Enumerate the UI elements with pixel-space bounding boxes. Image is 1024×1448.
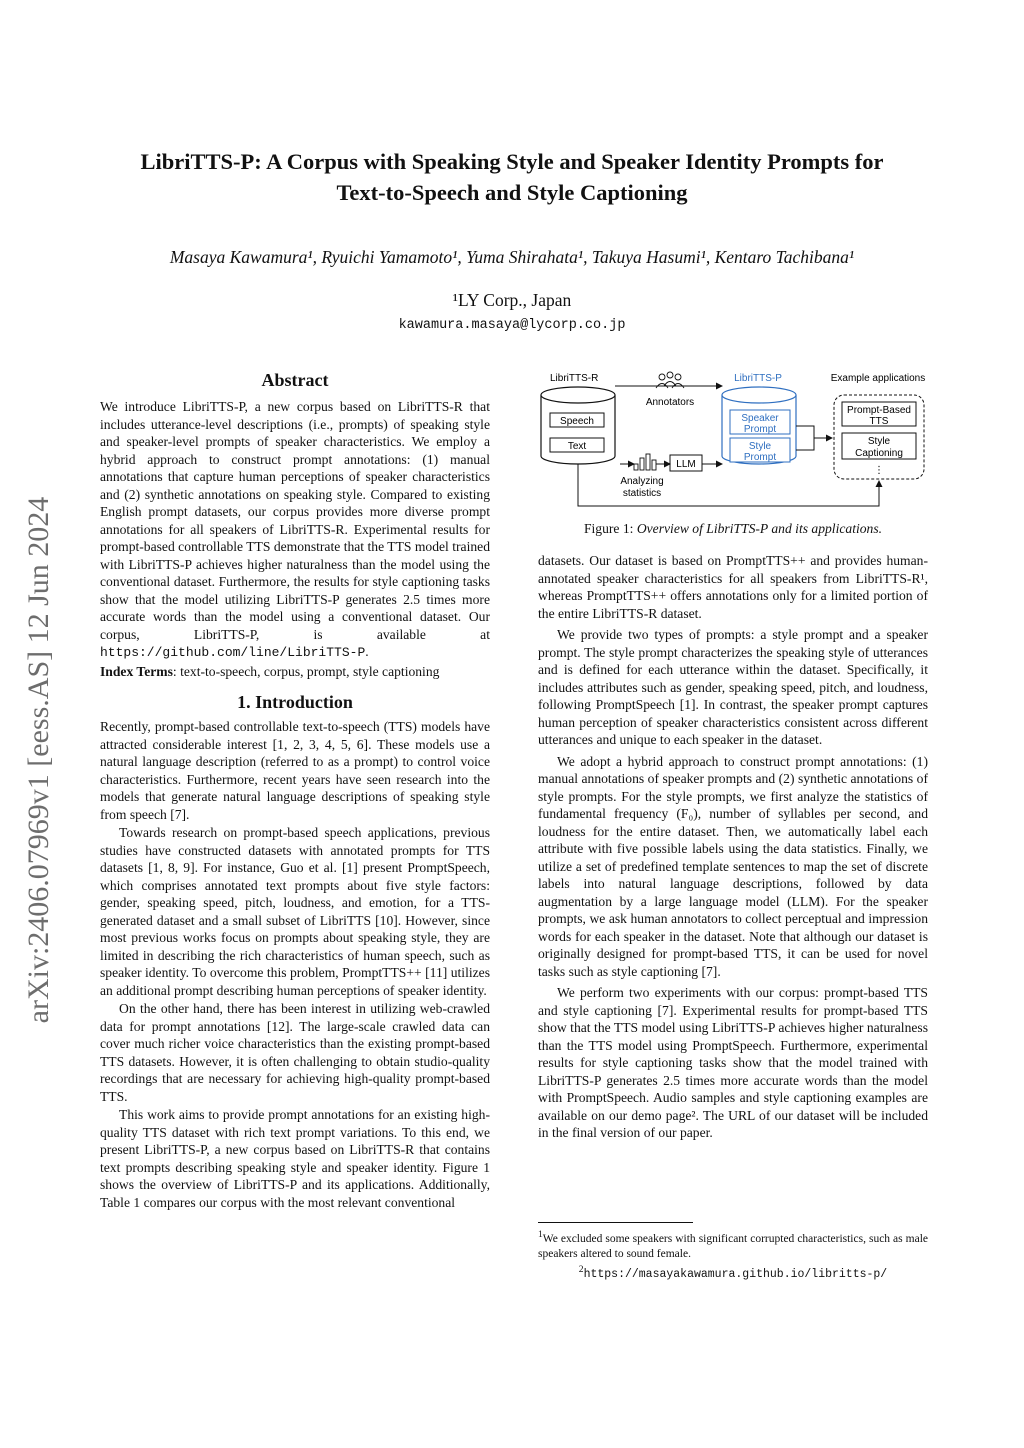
more-apps-ellipsis: ⋮: [874, 465, 884, 476]
prompt-tts-label-2: TTS: [869, 416, 889, 427]
intro-paragraph-3: On the other hand, there has been interest in utilizing web-crawled data for prompt annotations [12]. The large-scale crawled data can cover much richer voice characteristics than the existing prompt-based TTS datasets. However, it is often challenging to obtain studio-quality recordings that are necessary for achieving high-quality prompt-based TTS.: [100, 1001, 490, 1104]
speech-label: Speech: [560, 416, 594, 427]
arxiv-identifier: arXiv:2406.07969v1 [eess.AS] 12 Jun 2024: [22, 496, 55, 1024]
intro-paragraph-1: Recently, prompt-based controllable text-to-speech (TTS) models have attracted considerable interest [1, 2, 3, 4, 5, 6]. These models use a natural language description (referred to as a prompt) to control voice characteristics. Furthermore, recent years have seen research into the models that generate natural language descriptions of speaking style from speech [7].: [100, 719, 490, 822]
index-terms: [100, 663, 490, 681]
intro-paragraph-4: This work aims to provide prompt annotations for an existing high-quality TTS dataset with rich text prompt variations. To this end, we present LibriTTS-P, a new corpus based on LibriTTS-R that contains text prompts describing speaking style and speaker identity. Figure 1 shows the overview of LibriTTS-P and its applications. Additionally, Table 1 compares our corpus with the most relevant conventional: [100, 1107, 490, 1210]
abstract-url-end: .: [365, 644, 369, 659]
analyzing-label-2: statistics: [622, 488, 662, 499]
style-captioning-label-2: Captioning: [855, 448, 903, 459]
text-label: Text: [567, 441, 587, 452]
title-line-2: Text-to-Speech and Style Captioning: [336, 180, 688, 205]
footnote-2: [538, 1262, 928, 1282]
figure-diagram: [538, 368, 928, 518]
index-terms-text: : text-to-speech, corpus, prompt, style captioning: [172, 663, 440, 679]
footnote-2-mark: 2: [578, 1263, 584, 1275]
style-captioning-label-1: Style: [867, 436, 891, 447]
author-email[interactable]: kawamura.masaya@lycorp.co.jp: [398, 318, 626, 333]
figure-1: [538, 368, 928, 548]
footnote-1-text: We excluded some speakers with significant corrupted characteristics, such as male speakers altered to sound female.: [538, 1232, 928, 1260]
intro-paragraph-2: Towards research on prompt-based speech applications, previous studies have constructed datasets with annotated prompts for TTS datasets [1, 8, 9]. For instance, Guo et al. [1] present PromptSpeech, which comprises annotated text prompts about five style factors: gender, speaking speed, pitch, loudness, and emotion, for a TTS-generated dataset and a small subset of LibriTTS [10]. However, since most previous works focus on prompts about speaking style, they are limited in describing the rich characteristics of human speech, such as speaker identity. To overcome this problem, PromptTTS++ [11] utilizes an additional prompt describing human perceptions of speaker identity.: [100, 825, 490, 998]
footnote-1-mark: 1: [538, 1229, 543, 1240]
style-prompt-label-1: Style: [748, 441, 772, 452]
author-list: Masaya Kawamura¹, Ryuichi Yamamoto¹, Yuma Shirahata¹, Takuya Hasumi¹, Kentaro Tachibana¹: [169, 247, 855, 267]
style-prompt-label-2: Prompt: [743, 452, 777, 463]
abstract-repo-link[interactable]: https://github.com/line/LibriTTS-P: [100, 645, 366, 660]
figure-caption: [538, 521, 928, 537]
demo-page-link[interactable]: https://masayakawamura.github.io/libritts-p/: [583, 1267, 888, 1281]
abstract-heading: Abstract: [261, 370, 329, 390]
introduction-heading: 1. Introduction: [237, 692, 353, 712]
abstract-body: [100, 398, 490, 662]
footnote-rule: [538, 1222, 693, 1223]
intro-paragraph-8: We perform two experiments with our corpus: prompt-based TTS and style captioning [7]. Experimental results for prompt-based TTS show that the TTS model using LibriTTS-P achieves higher naturalness than the TTS model using PromptSpeech. Furthermore, experimental results for style captioning tasks show that the model trained with LibriTTS-P generates 2.5 times more accurate words than the model with PromptSpeech. Audio samples and style captioning examples are available on our demo page². The URL of our dataset will be included in the final version of our paper.: [538, 985, 928, 1140]
analyzing-label-1: Analyzing: [620, 476, 664, 487]
left-column: [100, 368, 490, 1211]
intro-paragraph-6: We provide two types of prompts: a style prompt and a speaker prompt. The style prompt characterizes the speaking style of utterances and is defined for each utterance within the dataset. Specifically, it includes attributes such as gender, speaking speed, pitch, and loudness, following PromptSpeech [1]. In contrast, the speaker prompt captures human perception of speaker characteristics consistent across different utterances and unique to each speaker in the dataset.: [538, 627, 928, 747]
footnote-1: [538, 1227, 928, 1262]
intro-paragraph-7: We adopt a hybrid approach to construct prompt annotations: (1) manual annotations of speaker prompts and (2) synthetic annotations of style prompts. For the style prompts, we first analyze the statistics of fundamental frequency (F₀), number of syllables per second, and loudness for the entire dataset. Then, we automatically label each attribute with five possible labels using the data statistics. Finally, we utilize a set of predefined template sentences to map the set of discrete labels into natural language descriptions, followed by data augmentation by a large language model (LLM). For the speaker prompts, we ask human annotators to collect perceptual and impression words for each speaker in the dataset. Note that although our dataset is originally designed for prompt-based TTS, it can be used for novel tasks such as style captioning [7].: [538, 753, 928, 979]
librittsr-label: LibriTTS-R: [550, 373, 599, 384]
index-terms-label: Index Terms: [100, 663, 173, 679]
llm-label: LLM: [676, 459, 696, 470]
annotators-label: Annotators: [645, 397, 695, 408]
abstract-text: We introduce LibriTTS-P, a new corpus based on LibriTTS-R that includes utterance-level descriptions (i.e., prompts) of speaking style and speaker-level prompts of speaker characteristics. We employ a hybrid approach to construct prompt annotations: (1) manual annotations that capture human perceptions of speaker characteristics and (2) synthetic annotations on speaking style. Compared to existing English prompt datasets, our corpus provides more diverse prompt annotations for all speakers of LibriTTS-R. Experimental results for prompt-based controllable TTS demonstrate that the TTS model trained with LibriTTS-P achieves higher naturalness than the model using the conventional dataset. Furthermore, the results for style captioning tasks show that the model utilizing LibriTTS-P generates 2.5 times more accurate words than the model using a conventional dataset. Our corpus, LibriTTS-P, is available at: [100, 399, 490, 642]
speaker-prompt-label-1: Speaker: [741, 413, 779, 424]
footnotes: [538, 1222, 928, 1282]
right-column: [538, 552, 928, 1142]
intro-paragraph-5: datasets. Our dataset is based on PromptTTS++ and provides human-annotated speaker characteristics for all speakers from LibriTTS-R¹, whereas PromptTTS++ offers annotations only for a limited portion of the entire LibriTTS-R dataset.: [538, 553, 928, 621]
figure-caption-label: Figure 1:: [583, 521, 634, 536]
paper-title: [90, 146, 934, 208]
example-apps-label: Example applications: [830, 373, 926, 384]
title-line-1: LibriTTS-P: A Corpus with Speaking Style and Speaker Identity Prompts for: [140, 149, 884, 174]
librittsp-label: LibriTTS-P: [734, 373, 782, 384]
bar-chart-icon: [634, 454, 656, 470]
speaker-prompt-label-2: Prompt: [743, 424, 777, 435]
affiliation: ¹LY Corp., Japan: [452, 290, 572, 310]
prompt-tts-label-1: Prompt-Based: [847, 405, 911, 416]
figure-caption-text: Overview of LibriTTS-P and its applications.: [636, 521, 883, 536]
